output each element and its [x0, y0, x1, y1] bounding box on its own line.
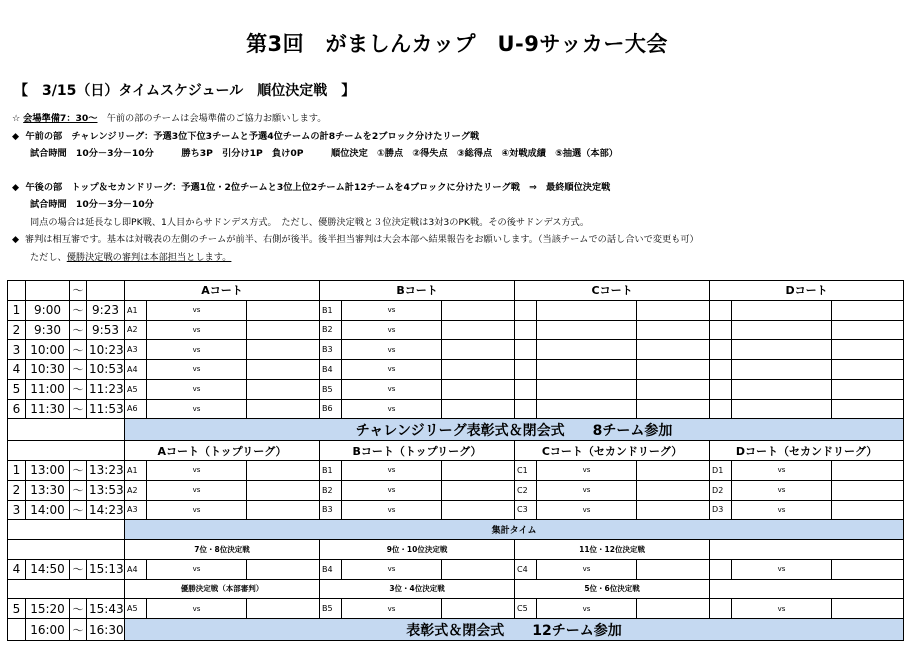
end-time: 9:53 [87, 320, 125, 340]
tilde: ～ [70, 340, 87, 360]
court-c-team-slot: C4 [515, 559, 537, 579]
court-b-team-slot: B6 [320, 399, 342, 419]
note-line-pk: 同点の場合は延長なし即PK戦、1人目からサドンデス方式。 ただし、優勝決定戦と３位決定戦は3対3のPK戦。その後サドンデス方式。 [30, 216, 590, 228]
tilde: ～ [70, 619, 87, 641]
end-time: 13:23 [87, 460, 125, 480]
header-row-am [8, 281, 904, 301]
end-time: 10:23 [87, 340, 125, 360]
court-b-vs: vs [342, 360, 442, 380]
court-header-am-2: Cコート [515, 281, 710, 301]
challenge-ceremony-banner: チャレンジリーグ表彰式＆閉会式 8チーム参加 [125, 419, 904, 441]
court-a-vs: vs [147, 320, 247, 340]
tilde: ～ [70, 281, 87, 301]
tilde: ～ [70, 360, 87, 380]
page-title: 第3回 がましんカップ U-9サッカー大会 [246, 32, 668, 56]
tilde: ～ [70, 460, 87, 480]
end-time: 16:30 [87, 619, 125, 641]
end-time: 15:43 [87, 599, 125, 619]
label-row-5 [8, 579, 904, 599]
start-time: 14:50 [26, 559, 70, 579]
court-header-pm-3: Dコート（セカンドリーグ） [710, 441, 904, 461]
court-d-opponent [832, 599, 904, 619]
tilde: ～ [70, 500, 87, 520]
end-time: 13:53 [87, 480, 125, 500]
court-b-team-slot: B3 [320, 500, 342, 520]
table-row [8, 379, 904, 399]
match-label: 9位・10位決定戦 [320, 540, 515, 560]
note-line-pm-time: 試合時間 10分－3分－10分 [30, 199, 154, 210]
court-c-opponent [637, 500, 710, 520]
court-b-opponent [442, 320, 515, 340]
match-label: 11位・12位決定戦 [515, 540, 710, 560]
court-b-vs: vs [342, 320, 442, 340]
court-a-opponent [247, 559, 320, 579]
court-d-opponent [832, 500, 904, 520]
court-b-vs: vs [342, 480, 442, 500]
court-b-opponent [442, 500, 515, 520]
court-c-team-slot: C2 [515, 480, 537, 500]
court-d-vs: vs [732, 599, 832, 619]
court-a-team-slot: A3 [125, 500, 147, 520]
court-a-vs: vs [147, 379, 247, 399]
court-a-vs: vs [147, 340, 247, 360]
court-c-opponent [637, 460, 710, 480]
court-d-vs: vs [732, 480, 832, 500]
court-d-team-slot [710, 559, 732, 579]
table-row [8, 360, 904, 380]
court-c-opponent [637, 480, 710, 500]
label-row-4 [8, 540, 904, 560]
start-time: 14:00 [26, 500, 70, 520]
match-label: 3位・4位決定戦 [320, 579, 515, 599]
start-time: 13:30 [26, 480, 70, 500]
schedule-table [7, 280, 904, 641]
end-time: 9:23 [87, 300, 125, 320]
court-d-team-slot [710, 599, 732, 619]
court-header-am-3: Dコート [710, 281, 904, 301]
court-b-opponent [442, 360, 515, 380]
table-row [8, 320, 904, 340]
court-d-vs: vs [732, 460, 832, 480]
court-b-vs: vs [342, 599, 442, 619]
court-a-vs: vs [147, 559, 247, 579]
tally-row [8, 520, 904, 540]
court-a-opponent [247, 399, 320, 419]
court-c-team-slot: C3 [515, 500, 537, 520]
setup-note: 午前の部のチームは会場準備のご協力お願いします。 [97, 113, 327, 124]
match-number: 3 [8, 340, 26, 360]
court-d-team-slot: D2 [710, 480, 732, 500]
court-b-opponent [442, 460, 515, 480]
court-d-vs: vs [732, 500, 832, 520]
match-label: 5位・6位決定戦 [515, 579, 710, 599]
court-b-team-slot: B4 [320, 360, 342, 380]
table-row [8, 599, 904, 619]
court-a-team-slot: A1 [125, 300, 147, 320]
final-ceremony-banner: 表彰式＆閉会式 12チーム参加 [125, 619, 904, 641]
tilde: ～ [70, 379, 87, 399]
court-header-am-1: Bコート [320, 281, 515, 301]
court-b-opponent [442, 300, 515, 320]
court-a-opponent [247, 300, 320, 320]
end-time: 11:23 [87, 379, 125, 399]
tilde: ～ [70, 559, 87, 579]
table-row [8, 340, 904, 360]
court-b-opponent [442, 599, 515, 619]
table-row [8, 399, 904, 419]
court-a-team-slot: A4 [125, 559, 147, 579]
match-number: 2 [8, 480, 26, 500]
court-b-opponent [442, 559, 515, 579]
table-row [8, 500, 904, 520]
table-row [8, 460, 904, 480]
tally-time-banner: 集計タイム [125, 520, 904, 540]
court-a-team-slot: A5 [125, 379, 147, 399]
court-b-team-slot: B5 [320, 379, 342, 399]
match-number: 4 [8, 360, 26, 380]
court-c-opponent [637, 559, 710, 579]
match-number: 6 [8, 399, 26, 419]
table-row [8, 480, 904, 500]
court-b-vs: vs [342, 500, 442, 520]
court-d-vs: vs [732, 559, 832, 579]
court-a-vs: vs [147, 500, 247, 520]
court-a-vs: vs [147, 300, 247, 320]
match-number: 3 [8, 500, 26, 520]
court-b-team-slot: B5 [320, 599, 342, 619]
court-a-opponent [247, 340, 320, 360]
court-b-vs: vs [342, 559, 442, 579]
end-time: 15:13 [87, 559, 125, 579]
end-time: 10:53 [87, 360, 125, 380]
start-time: 13:00 [26, 460, 70, 480]
end-time: 14:23 [87, 500, 125, 520]
match-number: 5 [8, 379, 26, 399]
court-b-vs: vs [342, 300, 442, 320]
court-a-vs: vs [147, 399, 247, 419]
court-a-vs: vs [147, 460, 247, 480]
final-row [8, 619, 904, 641]
tilde: ～ [70, 480, 87, 500]
court-c-vs: vs [537, 599, 637, 619]
court-a-team-slot: A2 [125, 480, 147, 500]
tilde: ～ [70, 399, 87, 419]
match-label: 7位・8位決定戦 [125, 540, 320, 560]
table-row [8, 300, 904, 320]
court-c-vs: vs [537, 500, 637, 520]
court-c-team-slot: C5 [515, 599, 537, 619]
match-number: 2 [8, 320, 26, 340]
start-time: 11:00 [26, 379, 70, 399]
court-b-team-slot: B2 [320, 320, 342, 340]
court-b-team-slot: B4 [320, 559, 342, 579]
court-b-opponent [442, 340, 515, 360]
court-a-team-slot: A6 [125, 399, 147, 419]
match-number: 1 [8, 460, 26, 480]
court-a-team-slot: A5 [125, 599, 147, 619]
court-b-opponent [442, 399, 515, 419]
court-a-opponent [247, 460, 320, 480]
court-b-vs: vs [342, 340, 442, 360]
match-number: 1 [8, 300, 26, 320]
court-d-opponent [832, 460, 904, 480]
court-a-opponent [247, 500, 320, 520]
court-c-vs: vs [537, 460, 637, 480]
start-time: 9:00 [26, 300, 70, 320]
court-header-pm-0: Aコート（トップリーグ） [125, 441, 320, 461]
star-icon: ☆ [12, 113, 21, 124]
schedule-subtitle: 【 3/15（日）タイムスケジュール 順位決定戦 】 [14, 83, 356, 99]
tilde: ～ [70, 599, 87, 619]
court-c-team-slot: C1 [515, 460, 537, 480]
tilde: ～ [70, 300, 87, 320]
notes-section [12, 110, 902, 266]
header-row-pm [8, 441, 904, 461]
banner-row [8, 419, 904, 441]
start-time: 15:20 [26, 599, 70, 619]
end-time: 11:53 [87, 399, 125, 419]
match-number: 5 [8, 599, 26, 619]
court-a-team-slot: A4 [125, 360, 147, 380]
court-a-team-slot: A3 [125, 340, 147, 360]
court-b-team-slot: B1 [320, 460, 342, 480]
match-label: 優勝決定戦（本部審判） [125, 579, 320, 599]
court-a-opponent [247, 320, 320, 340]
court-a-opponent [247, 480, 320, 500]
court-header-pm-2: Cコート（セカンドリーグ） [515, 441, 710, 461]
setup-time: 会場準備7：30～ [23, 113, 98, 124]
court-b-opponent [442, 480, 515, 500]
court-a-team-slot: A1 [125, 460, 147, 480]
court-a-opponent [247, 360, 320, 380]
court-c-vs: vs [537, 480, 637, 500]
start-time: 10:30 [26, 360, 70, 380]
table-row [8, 559, 904, 579]
court-b-team-slot: B3 [320, 340, 342, 360]
note-line-am: ◆ 午前の部 チャレンジリーグ：予選3位下位3チームと予選4位チームの計8チームを2ブロック分けたリーグ戦 [12, 130, 480, 142]
note-line-setup [12, 110, 902, 128]
court-header-am-0: Aコート [125, 281, 320, 301]
start-time: 9:30 [26, 320, 70, 340]
start-time: 16:00 [26, 619, 70, 641]
court-a-opponent [247, 599, 320, 619]
court-a-vs: vs [147, 599, 247, 619]
court-b-team-slot: B2 [320, 480, 342, 500]
court-a-team-slot: A2 [125, 320, 147, 340]
tilde: ～ [70, 320, 87, 340]
court-d-opponent [832, 559, 904, 579]
court-b-opponent [442, 379, 515, 399]
court-header-pm-1: Bコート（トップリーグ） [320, 441, 515, 461]
court-b-vs: vs [342, 379, 442, 399]
start-time: 10:00 [26, 340, 70, 360]
court-a-opponent [247, 379, 320, 399]
court-a-vs: vs [147, 480, 247, 500]
note-line-referee: ◆ 審判は相互審です。基本は対戦表の左側のチームが前半、右側が後半。後半担当審判は大会本部へ結果報告をお願いします。（当該チームでの話し合いで変更も可） [12, 234, 699, 245]
note-line-final-referee: ただし、優勝決定戦の審判は本部担当とします。 [30, 251, 232, 263]
match-number: 4 [8, 559, 26, 579]
court-b-vs: vs [342, 399, 442, 419]
court-b-team-slot: B1 [320, 300, 342, 320]
court-c-opponent [637, 599, 710, 619]
start-time: 11:30 [26, 399, 70, 419]
court-d-team-slot: D3 [710, 500, 732, 520]
court-d-opponent [832, 480, 904, 500]
note-line-pm: ◆ 午後の部 トップ＆セカンドリーグ：予選1位・2位チームと3位上位2チーム計12チームを4ブロックに分けたリーグ戦 ⇒ 最終順位決定戦 [12, 181, 611, 193]
note-line-am-rules: 試合時間 10分－3分－10分 勝ち3P 引分け1P 負け0P 順位決定 ①勝点 ②得失点 ③総得点 ④対戦成績 ⑤抽選（本部） [30, 148, 618, 159]
court-c-vs: vs [537, 559, 637, 579]
court-b-vs: vs [342, 460, 442, 480]
court-d-team-slot: D1 [710, 460, 732, 480]
court-a-vs: vs [147, 360, 247, 380]
